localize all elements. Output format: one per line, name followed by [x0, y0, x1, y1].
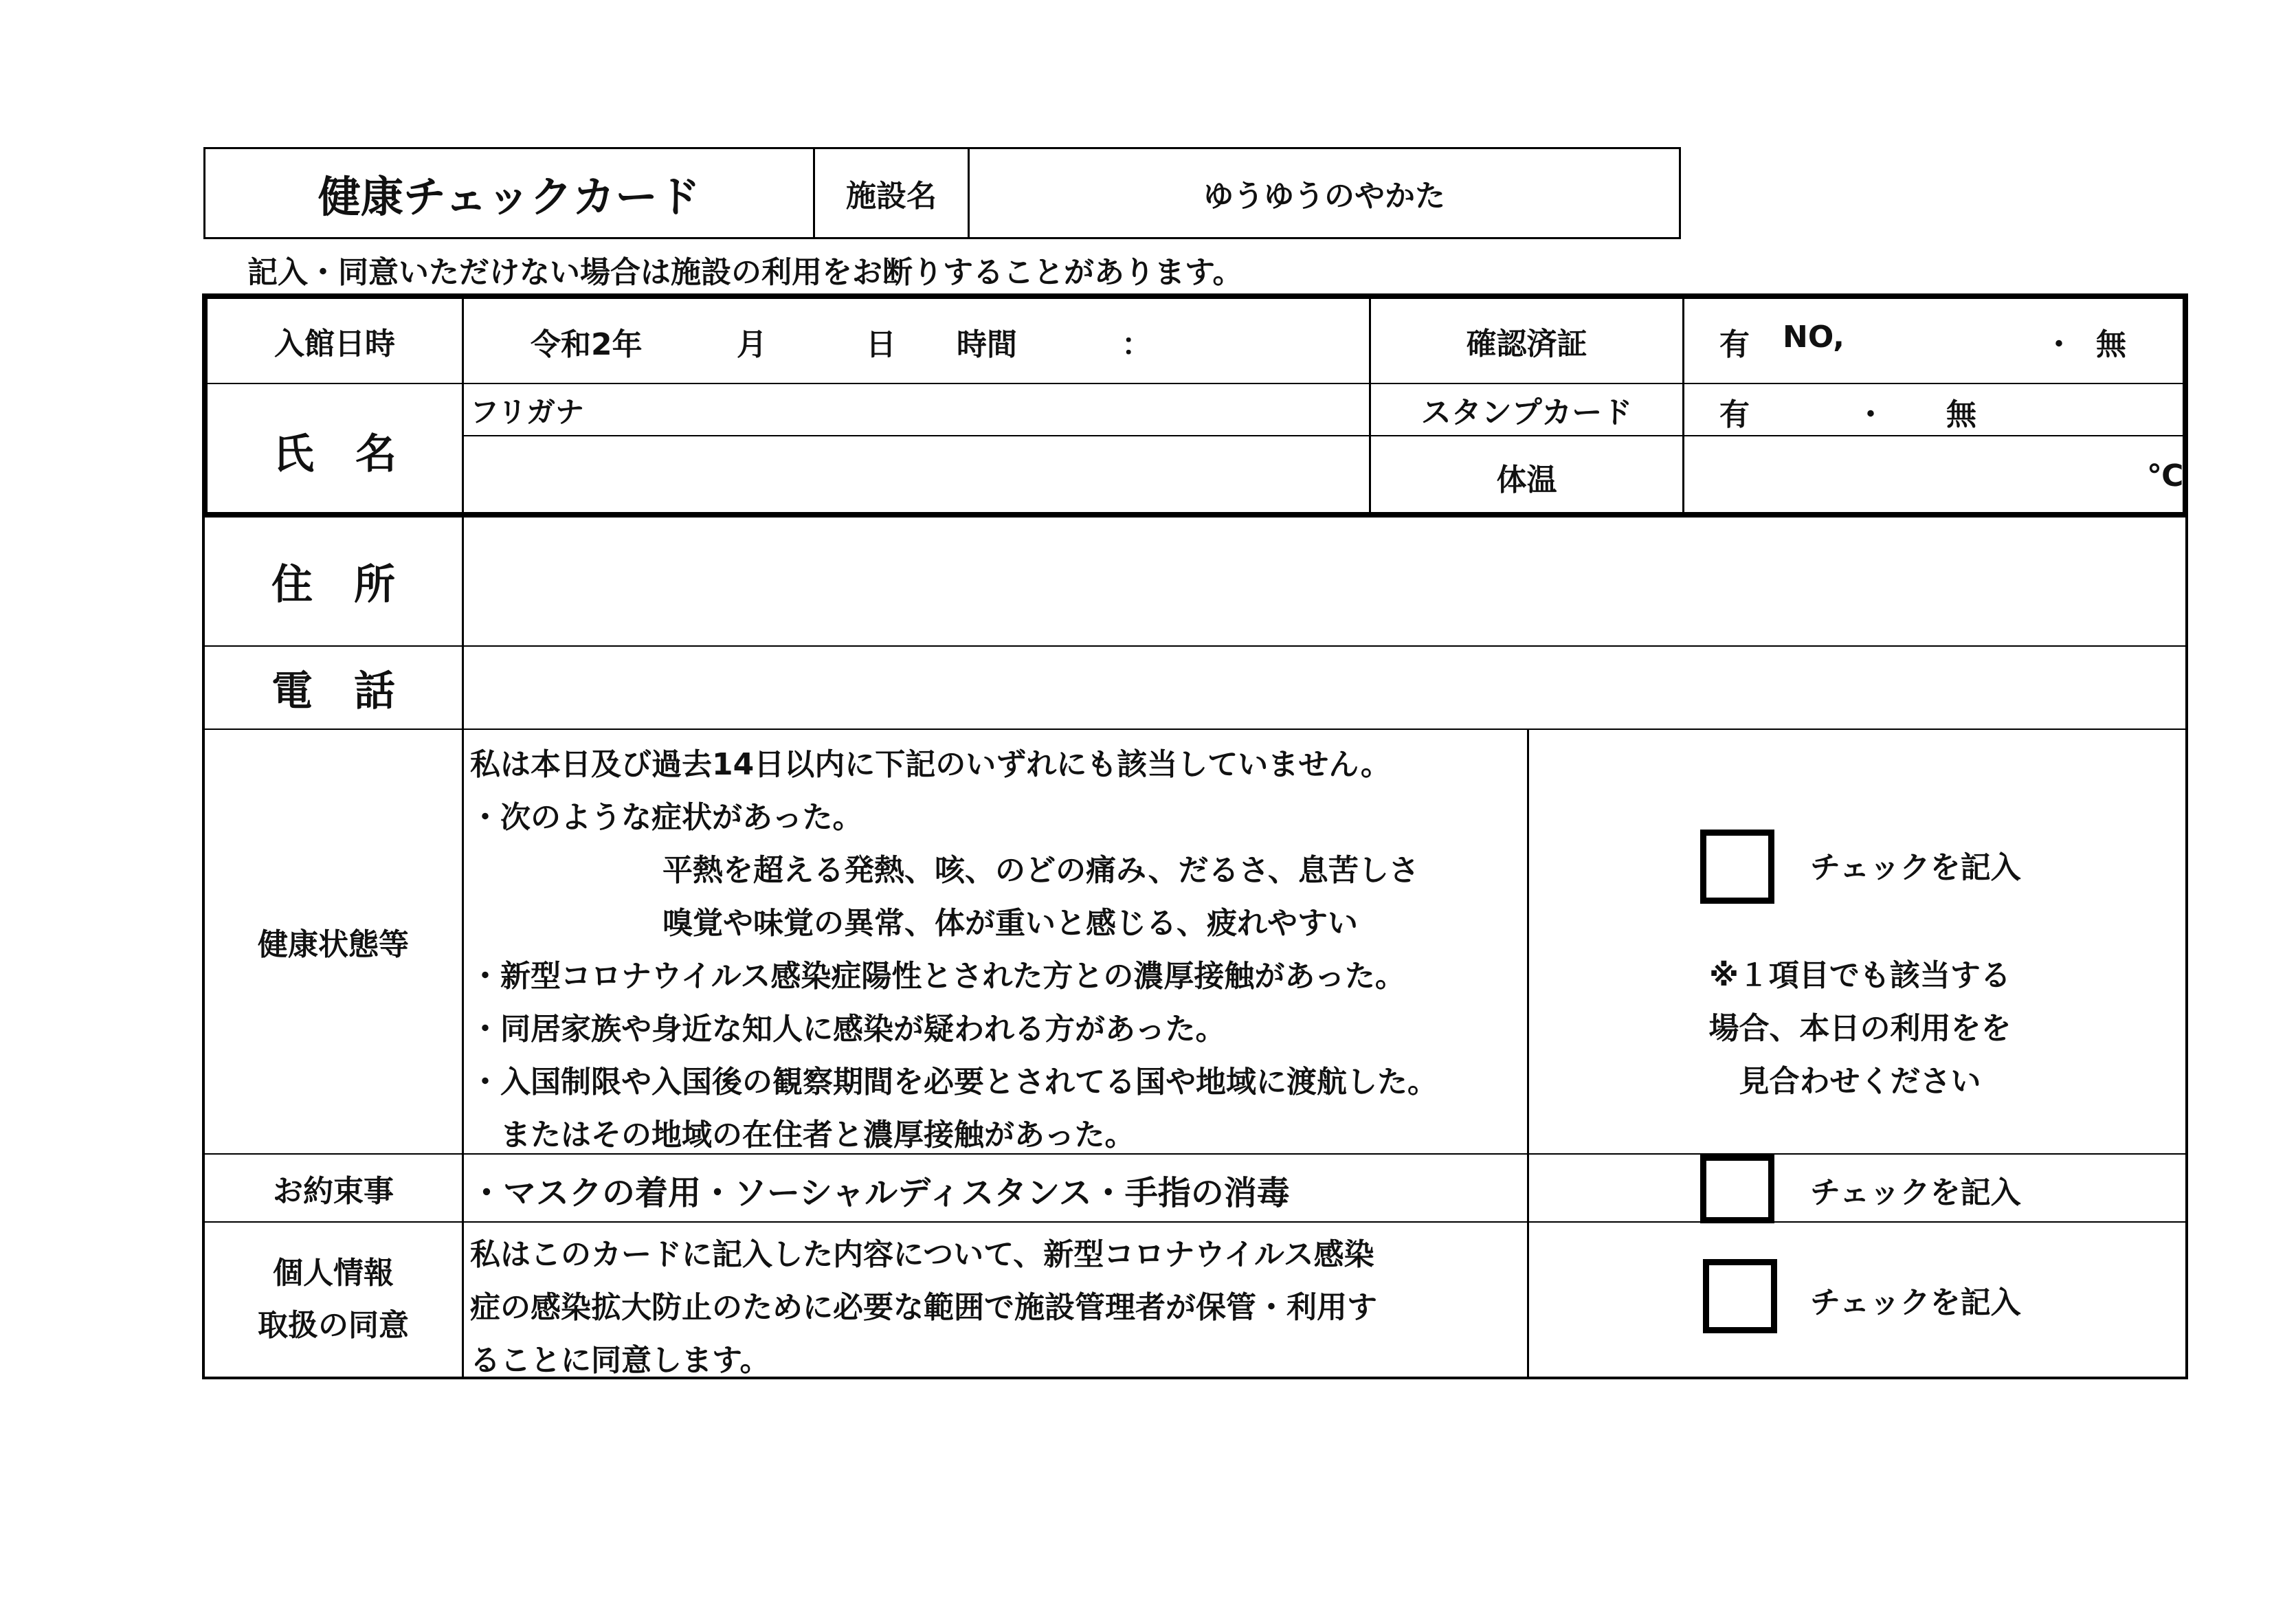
stamp-none: 無	[1946, 397, 1976, 432]
health-line: またはその地域の在住者と濃厚接触があった。	[500, 1117, 1135, 1153]
privacy-line: ることに同意します。	[470, 1343, 770, 1378]
health-line: ・新型コロナウイルス感染症陽性とされた方との濃厚接触があった。	[470, 959, 1405, 994]
health-line: ・次のような症状があった。	[470, 800, 863, 835]
address-label: 住 所	[271, 561, 395, 609]
card-title: 健康チェックカード	[317, 171, 701, 222]
privacy-label-line: 個人情報	[273, 1256, 394, 1291]
health-note: 場合、本日の利用をを	[1708, 1011, 2011, 1046]
health-line: 私は本日及び過去14日以内に下記のいずれにも該当していません。	[470, 747, 1391, 782]
health-label: 健康状態等	[258, 927, 409, 962]
confirm-label: 確認済証	[1466, 326, 1587, 361]
health-line: 平熱を超える発熱、咳、のどの痛み、だるさ、息苦しさ	[662, 853, 1419, 888]
privacy-label-line: 取扱の同意	[258, 1308, 409, 1343]
stamp-yes: 有	[1719, 397, 1750, 432]
promise-label: お約束事	[273, 1173, 394, 1209]
stamp-card-label: スタンプカード	[1420, 395, 1633, 430]
privacy-checkbox[interactable]	[1703, 1259, 1777, 1333]
notice-text: 記入・同意いただけない場合は施設の利用をお断りすることがあります。	[247, 255, 1243, 290]
promise-checkbox[interactable]	[1700, 1155, 1774, 1223]
health-note: ※１項目でも該当する	[1709, 958, 2011, 993]
privacy-label	[205, 1223, 462, 1377]
health-note: 見合わせください	[1739, 1064, 1981, 1099]
privacy-line: 私はこのカードに記入した内容について、新型コロナウイルス感染	[470, 1237, 1374, 1272]
confirm-separator: ・	[2044, 327, 2074, 362]
confirm-none: 無	[2096, 327, 2126, 362]
confirm-no-number: NO,	[1783, 320, 1844, 355]
entry-name-block	[202, 293, 2188, 518]
facility-label: 施設名	[813, 149, 970, 237]
name-label: 氏 名	[273, 430, 397, 478]
card-header	[203, 147, 1681, 239]
confirm-yes: 有	[1719, 327, 1750, 362]
privacy-line: 症の感染拡大防止のために必要な範囲で施設管理者が保管・利用す	[470, 1290, 1377, 1325]
promise-text: ・マスクの着用・ソーシャルディスタンス・手指の消毒	[470, 1174, 1290, 1212]
health-line: ・入国制限や入国後の観察期間を必要とされてる国や地域に渡航した。	[470, 1065, 1438, 1100]
entry-month: 月	[737, 327, 767, 362]
promise-check-label: チェックを記入	[1810, 1175, 2021, 1210]
entry-time-label: 時間	[957, 327, 1017, 362]
health-line: 嗅覚や味覚の異常、体が重いと感じる、疲れやすい	[662, 906, 1358, 941]
temperature-unit: ℃	[2147, 458, 2184, 493]
health-line: ・同居家族や身近な知人に感染が疑われる方があった。	[470, 1012, 1226, 1047]
temperature-label: 体温	[1496, 463, 1557, 498]
entry-time-colon: ：	[1122, 327, 1152, 362]
entry-year: 令和2年	[531, 327, 643, 362]
furigana-label: フリガナ	[470, 395, 584, 429]
stamp-separator: ・	[1855, 397, 1886, 432]
phone-label: 電 話	[271, 667, 395, 715]
entry-day: 日	[866, 327, 896, 362]
detail-block	[202, 518, 2188, 1379]
entry-date-label: 入館日時	[274, 326, 395, 361]
health-checkbox[interactable]	[1700, 830, 1774, 904]
privacy-check-label: チェックを記入	[1810, 1285, 2021, 1320]
health-check-label: チェックを記入	[1810, 850, 2021, 885]
facility-name: ゆうゆうのやかた	[1203, 179, 1445, 214]
